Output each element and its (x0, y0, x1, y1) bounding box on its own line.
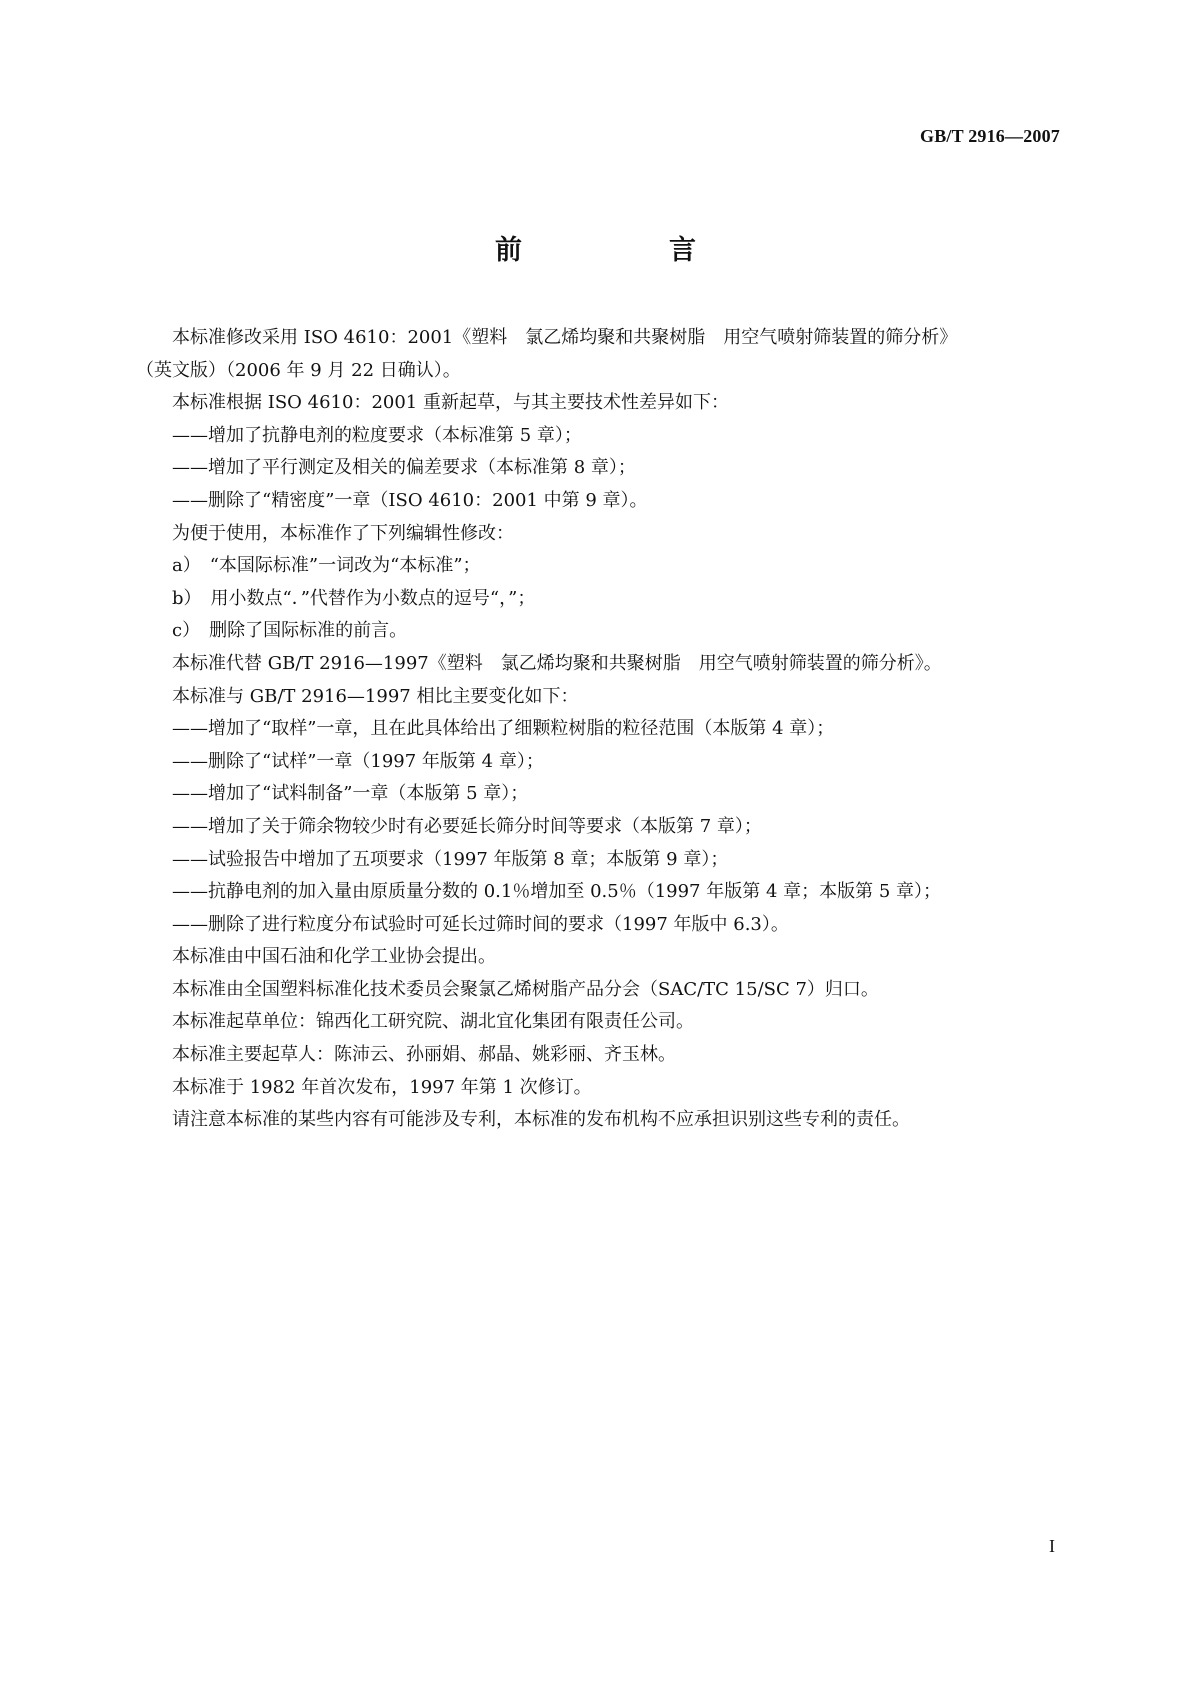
list-item: b） 用小数点“．”代替作为小数点的逗号“，”； (172, 587, 536, 609)
paragraph: （英文版）（2006 年 9 月 22 日确认）。 (136, 359, 461, 381)
list-item: ——删除了进行粒度分布试验时可延长过筛时间的要求（1997 年版中 6.3）。 (172, 913, 789, 935)
page-number: I (1049, 1536, 1055, 1556)
list-item: ——增加了“试料制备”一章（本版第 5 章）； (172, 783, 529, 805)
paragraph: 本标准由中国石油和化学工业协会提出。 (172, 946, 496, 968)
list-item: ——增加了“取样”一章，且在此具体给出了细颗粒树脂的粒径范围（本版第 4 章）； (172, 718, 835, 740)
document-number: GB/T 2916—2007 (920, 126, 1060, 146)
paragraph: 本标准由全国塑料标准化技术委员会聚氯乙烯树脂产品分会（SAC/TC 15/SC 7）归口。 (172, 978, 879, 1000)
paragraph: 本标准根据 ISO 4610：2001 重新起草，与其主要技术性差异如下： (172, 392, 729, 414)
list-item: ——增加了抗静电剂的粒度要求（本标准第 5 章）； (172, 424, 582, 446)
paragraph: 本标准于 1982 年首次发布，1997 年第 1 次修订。 (172, 1076, 592, 1098)
paragraph: 本标准起草单位：锦西化工研究院、湖北宜化集团有限责任公司。 (172, 1011, 694, 1033)
list-item: ——删除了“精密度”一章（ISO 4610：2001 中第 9 章）。 (172, 489, 648, 511)
list-item: ——增加了平行测定及相关的偏差要求（本标准第 8 章）； (172, 457, 636, 479)
paragraph: 本标准主要起草人：陈沛云、孙丽娟、郝晶、姚彩丽、齐玉林。 (172, 1044, 676, 1066)
list-item: ——抗静电剂的加入量由原质量分数的 0.1％增加至 0.5％（1997 年版第 4 章；本版第 5 章）； (172, 881, 942, 903)
paragraph: 本标准代替 GB/T 2916—1997《塑料 氯乙烯均聚和共聚树脂 用空气喷射筛装置的筛分析》。 (172, 652, 942, 674)
list-item: ——删除了“试样”一章（1997 年版第 4 章）； (172, 750, 544, 772)
document-body (136, 322, 1066, 1137)
list-item: ——试验报告中增加了五项要求（1997 年版第 8 章；本版第 9 章）； (172, 848, 729, 870)
page-title: 前 言 (495, 235, 756, 266)
list-item: c） 删除了国际标准的前言。 (172, 620, 408, 642)
list-item: a） “本国际标准”一词改为“本标准”； (172, 555, 481, 577)
paragraph: 本标准与 GB/T 2916—1997 相比主要变化如下： (172, 685, 579, 707)
paragraph: 本标准修改采用 ISO 4610：2001《塑料 氯乙烯均聚和共聚树脂 用空气喷射筛装置的筛分析》 (172, 327, 958, 348)
list-item: ——增加了关于筛余物较少时有必要延长筛分时间等要求（本版第 7 章）； (172, 815, 762, 837)
paragraph: 请注意本标准的某些内容有可能涉及专利，本标准的发布机构不应承担识别这些专利的责任。 (172, 1109, 910, 1131)
paragraph: 为便于使用，本标准作了下列编辑性修改： (172, 522, 514, 544)
